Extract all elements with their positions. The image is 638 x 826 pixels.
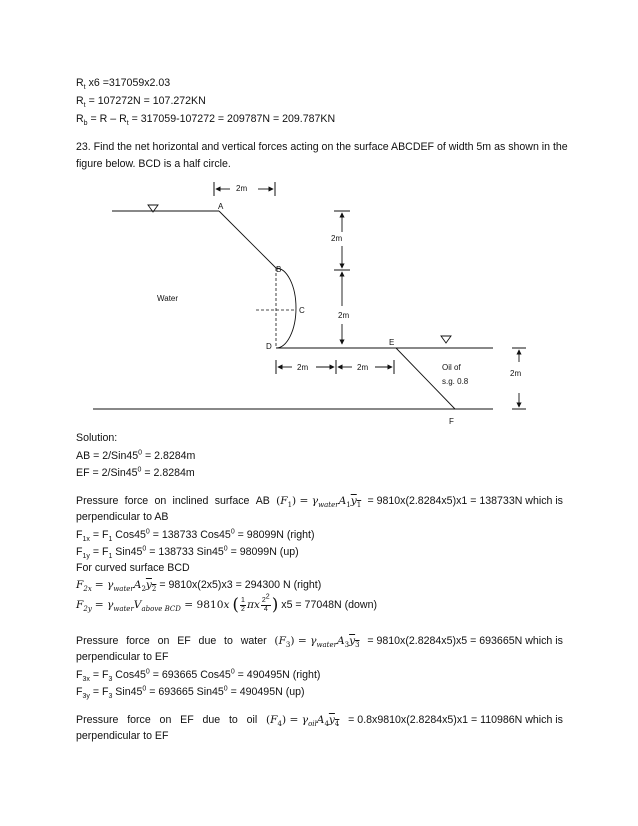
label-water: Water bbox=[157, 294, 179, 303]
p4-tail: perpendicular to EF bbox=[76, 730, 169, 742]
solution-heading: Solution: bbox=[76, 432, 118, 444]
f3-formula: $(F_3) = \gamma_{water}A_3y_3$ bbox=[274, 635, 360, 650]
dim-horizontal-2: 2m bbox=[357, 363, 369, 372]
p1-tail: perpendicular to AB bbox=[76, 511, 169, 523]
rb-rest: = 317059-107272 = 209787N = 209.787KN bbox=[128, 113, 336, 125]
dim-vertical-1: 2m bbox=[331, 234, 343, 243]
label-f: F bbox=[449, 417, 454, 426]
oil-surface-icon bbox=[441, 336, 451, 343]
dim-right: 2m bbox=[510, 369, 522, 378]
dim-horizontal-1: 2m bbox=[297, 363, 309, 372]
ab-line: AB = $2/Sin45^0 = 2.8284m$ bbox=[76, 449, 196, 462]
label-b: B bbox=[276, 265, 282, 274]
label-sg: s.g. 0.8 bbox=[442, 377, 469, 386]
f2y-line: $F_{2y} = \gamma_{water}V_{above BCD} = 9810x$ ( $\frac{1}{2}$ πx $\frac{2^2}{4}$ ) x5 = 77048N (down) bbox=[76, 593, 377, 616]
p3-line: Pressure force on EF due to water $(F_3) = \gamma_{water}A_3y_3$ = 9810x(2.8284x5)x5 = 693665N which is bbox=[76, 635, 563, 650]
rt-value: = 107272N = 107.272KN bbox=[88, 95, 206, 107]
rt-calc: x6 =317059x2.03 bbox=[88, 77, 171, 89]
surface-ab bbox=[219, 211, 276, 268]
rt-calc-line: $R_t$ x6 =317059x2.03 bbox=[76, 77, 171, 92]
rt-value-line: $R_t = 107272N = 107.272KN$ bbox=[76, 95, 206, 110]
f3y-line: $F_{3y} = F_3$ $Sin45^0 = 693665$ $Sin45^0 = 490495N$ (up) bbox=[76, 685, 305, 701]
problem-line-1: 23. Find the net horizontal and vertical forces acting on the surface ABCDEF of width 5m as shown in the bbox=[76, 141, 568, 153]
curved-heading: For curved surface BCD bbox=[76, 562, 190, 574]
problem-line-2: figure below. BCD is a half circle. bbox=[76, 158, 231, 170]
surface-bcd bbox=[276, 268, 296, 348]
f1-formula: $(F_1) = \gamma_{water}A_1y_1$ bbox=[276, 495, 362, 510]
ef-result: = 2.8284m bbox=[141, 467, 195, 479]
p1-calc: = 9810x(2.8284x5)x1 = 138733N which is bbox=[367, 495, 563, 507]
f2x-line: $F_{2x} = \gamma_{water}A_2y_2 = 9810x(2x5)x3 = 294300$ N (right) bbox=[76, 579, 322, 594]
f4-formula: $(F_4) = \gamma_{oil}A_4y_4$ bbox=[266, 714, 340, 729]
p3-calc: = 9810x(2.8284x5)x5 = 693665N which is bbox=[367, 635, 563, 647]
p4-line: Pressure force on EF due to oil $(F_4) = \gamma_{oil}A_4y_4$ = 0.8x9810x(2.8284x5)x1 = 110986N which is bbox=[76, 714, 563, 729]
label-d: D bbox=[266, 342, 272, 351]
rb-value-line: $R_b = R - R_t = 317059-107272 = 209787N = 209.787KN$ bbox=[76, 113, 336, 128]
label-e: E bbox=[389, 338, 395, 347]
ab-calc: AB = 2/Sin45 bbox=[76, 450, 139, 462]
p3-tail: perpendicular to EF bbox=[76, 651, 169, 663]
dim-vertical-2: 2m bbox=[338, 311, 350, 320]
p4-calc: = 0.8x9810x(2.8284x5)x1 = 110986N which is bbox=[348, 714, 563, 726]
ab-result: = 2.8284m bbox=[142, 450, 196, 462]
f1x-line: $F_{1x} = F_1$ $Cos45^0 = 138733$ $Cos45^0 = 98099N$ (right) bbox=[76, 528, 315, 544]
f1y-line: $F_{1y} = F_1$ $Sin45^0 = 138733$ $Sin45^0 = 98099N$ (up) bbox=[76, 545, 299, 561]
p1-line: Pressure force on inclined surface AB $(F_1) = \gamma_{water}A_1y_1$ = 9810x(2.8284x5)x1 = 138733N which is bbox=[76, 495, 563, 510]
ef-calc: EF = 2/Sin45 bbox=[76, 467, 138, 479]
f3x-line: $F_{3x} = F_3$ $Cos45^0 = 693665$ $Cos45^0 = 490495N$ (right) bbox=[76, 668, 321, 684]
ef-line: EF = $2/Sin45^0 = 2.8284m$ bbox=[76, 466, 195, 479]
label-c: C bbox=[299, 306, 305, 315]
label-oil: Oil of bbox=[442, 363, 461, 372]
label-a: A bbox=[218, 202, 224, 211]
dim-top: 2m bbox=[236, 184, 248, 193]
rb-value: = R – R bbox=[87, 113, 127, 125]
